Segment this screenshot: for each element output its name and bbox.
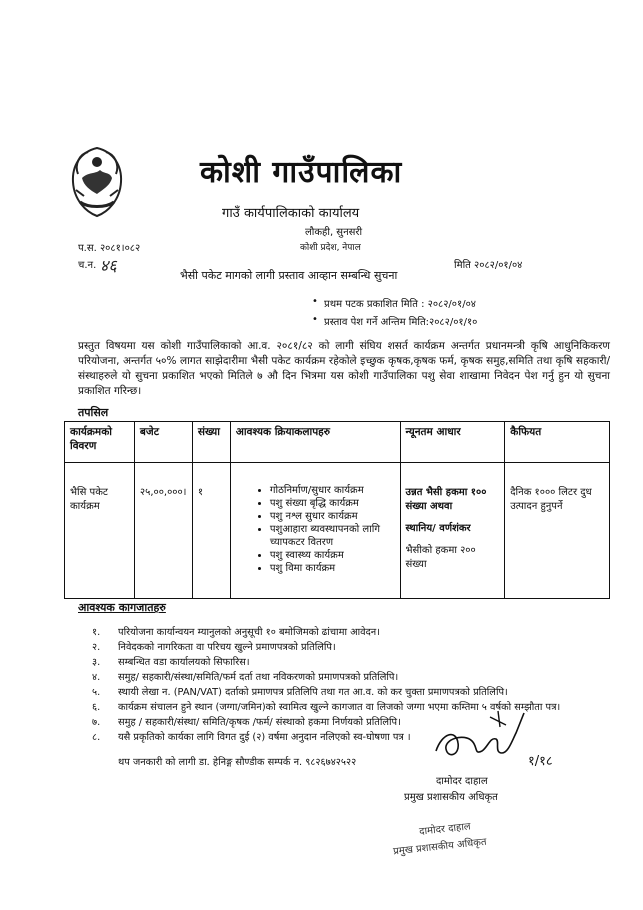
office-name: गाउँ कार्यपालिकाको कार्यालय (222, 206, 360, 221)
doc-number: ६. (92, 702, 101, 713)
municipality-title: कोशी गाउँपालिका (200, 155, 403, 190)
doc-number: ८. (92, 732, 101, 743)
nepal-emblem-logo (66, 144, 128, 220)
doc-text: निवेदकको नागरिकता वा परिचय खुल्ने प्रमाणपत्रको प्रतिलिपि। (118, 642, 336, 653)
address-line-2: कोशी प्रदेश, नेपाल (300, 243, 361, 253)
bullet-deadline: • प्रस्ताव पेश गर्ने अन्तिम मिति:२०८२/०१/१० (324, 314, 477, 328)
stamp-name: दामोदर दाहाल (418, 821, 472, 838)
doc-text: परियोजना कार्यान्वयन म्यानुलको अनुसूची १० बमोजिमको ढांचामा आवेदन। (118, 627, 380, 638)
minimum-line-1: उन्नत भैसी हकमा १०० संख्या अथवा (405, 487, 487, 513)
stamp-title: प्रमुख प्रशासकीय अधिकृत (392, 836, 488, 858)
doc-number: ४. (92, 672, 101, 683)
list-item (92, 670, 612, 685)
doc-text: समुह / सहकारी/संस्था/ समिति/कृषक /फर्म/ संस्थाको हकमा निर्णयको प्रतिलिपि। (118, 717, 401, 728)
activity-item: • पशु नश्ल सुधार कार्यक्रम (270, 510, 395, 523)
doc-text: सम्बन्धित वडा कार्यालयको सिफारिस। (118, 657, 250, 668)
col-header-count: संख्या (192, 422, 230, 463)
patra-sankhya: प.स. २०८१।०८२ (78, 243, 141, 254)
activity-item: • पशु स्वास्थ्य कार्यक्रम (270, 549, 395, 562)
col-header-program: कार्यक्रमको विवरण (65, 422, 135, 463)
list-item (92, 640, 612, 655)
doc-text: समुह/ सहकारी/संस्था/समिति/फर्म दर्ता तथा नविकरणको प्रमाणपत्रको प्रतिलिपि। (118, 672, 399, 683)
col-header-activities: आवश्यक क्रियाकलापहरु (230, 422, 400, 463)
activities-list (236, 484, 395, 575)
doc-text: कार्यक्रम संचालन हुने स्थान (जग्गा/जमिन)को स्वामित्व खुल्ने कागजात वा लिजको जग्गा भएमा कम्तिमा ५ वर्षको सम्झौता पत्र। (118, 702, 561, 713)
doc-number: ७. (92, 717, 101, 728)
address-line-1: लौकही, सुनसरी (305, 227, 363, 238)
col-header-budget: बजेट (134, 422, 192, 463)
activity-item: • पशु संख्या बृद्धि कार्यक्रम (270, 497, 395, 510)
table-header-row (65, 422, 610, 463)
activity-item: • पशुआहारा ब्यवस्थापनको लागि च्यापकटर वितरण (270, 523, 395, 549)
letter-date: मिति २०८२/०१/०४ (454, 260, 523, 271)
list-item (92, 655, 612, 670)
chalani-number: ४६ (100, 256, 117, 275)
notice-body: प्रस्तुत विषयमा यस कोशी गाउँपालिकाको आ.व. २०८१/८२ को लागी संघिय शसर्त कार्यक्रम अन्तर्गत प्रधानमन्त्री कृषि आधुनिकिकरण परियोजना, अन्तर्गत ५०% लागत साझेदारीमा भैसी पकेट कार्यक्रम रहेकोले इच्छुक कृषक,कृषक फर्म, कृषक समुह,समिति तथा कृषि सहकारी/संस्थाहरुले यो सुचना प्रकाशित भएको मितिले ७ औ दिन भित्रमा यस कोशी गाउँपालिका पशु सेवा शाखामा निवेदन पेश गर्नु हुन यो सुचना प्रकाशित गरिन्छ। (78, 340, 610, 397)
doc-number: १. (92, 627, 101, 638)
tapasil-heading: तपसिल (78, 406, 109, 419)
activity-item: • पशु विमा कार्यक्रम (270, 562, 395, 575)
bullet-first-published: • प्रथम पटक प्रकाशित मिति : २०८२/०१/०४ (324, 296, 476, 310)
activity-item: • गोठनिर्माण/सुधार कार्यक्रम (270, 484, 395, 497)
official-stamp (391, 814, 519, 861)
col-header-remarks: कैफियत (505, 422, 610, 463)
remarks-value: दैनिक १००० लिटर दुध उत्पादन हुनुपर्ने (510, 487, 592, 513)
count-value: १ (197, 487, 204, 499)
list-item (92, 625, 612, 640)
budget-value: २५,००,०००। (139, 487, 187, 499)
program-table (64, 421, 610, 599)
signature-scribble (428, 703, 578, 783)
list-item (92, 685, 612, 700)
minimum-line-2: स्थानिय/ वर्णशंकर (405, 523, 471, 535)
doc-number: ५. (92, 687, 101, 698)
minimum-line-3: भैसीको हकमा २०० संख्या (405, 545, 476, 571)
table-row (65, 463, 610, 599)
doc-number: २. (92, 642, 101, 653)
signatory-title: प्रमुख प्रशासकीय अधिकृत (404, 792, 498, 803)
docs-heading: आवश्यक कागजातहरु (78, 601, 166, 614)
program-name: भैसि पकेट कार्यक्रम (70, 487, 108, 513)
doc-number: ३. (92, 657, 101, 668)
doc-text: स्थायी लेखा न. (PAN/VAT) दर्ताको प्रमाणपत्र प्रतिलिपि तथा गत आ.व. को कर चुक्ता प्रमाणपत्रको प्रतिलिपि। (118, 687, 508, 698)
contact-info: थप जनकारी को लागी डा. हेनिङ्ग सौण्डीक सम्पर्क न. ९८२६७४२५२२ (118, 757, 357, 768)
signature-date: १/१८ (528, 754, 553, 769)
chalani-label: च.न. (78, 260, 97, 271)
signatory-name: दामोदर दाहाल (436, 776, 488, 787)
doc-text: यसै प्रकृतिको कार्यका लागि विगत दुई (२) वर्षमा अनुदान नलिएको स्व-घोषणा पत्र । (118, 732, 411, 743)
col-header-minimum: न्यूनतम आधार (400, 422, 505, 463)
notice-subject: भैसी पकेट मागको लागी प्रस्ताव आव्हान सम्बन्धि सुचना (180, 269, 398, 282)
